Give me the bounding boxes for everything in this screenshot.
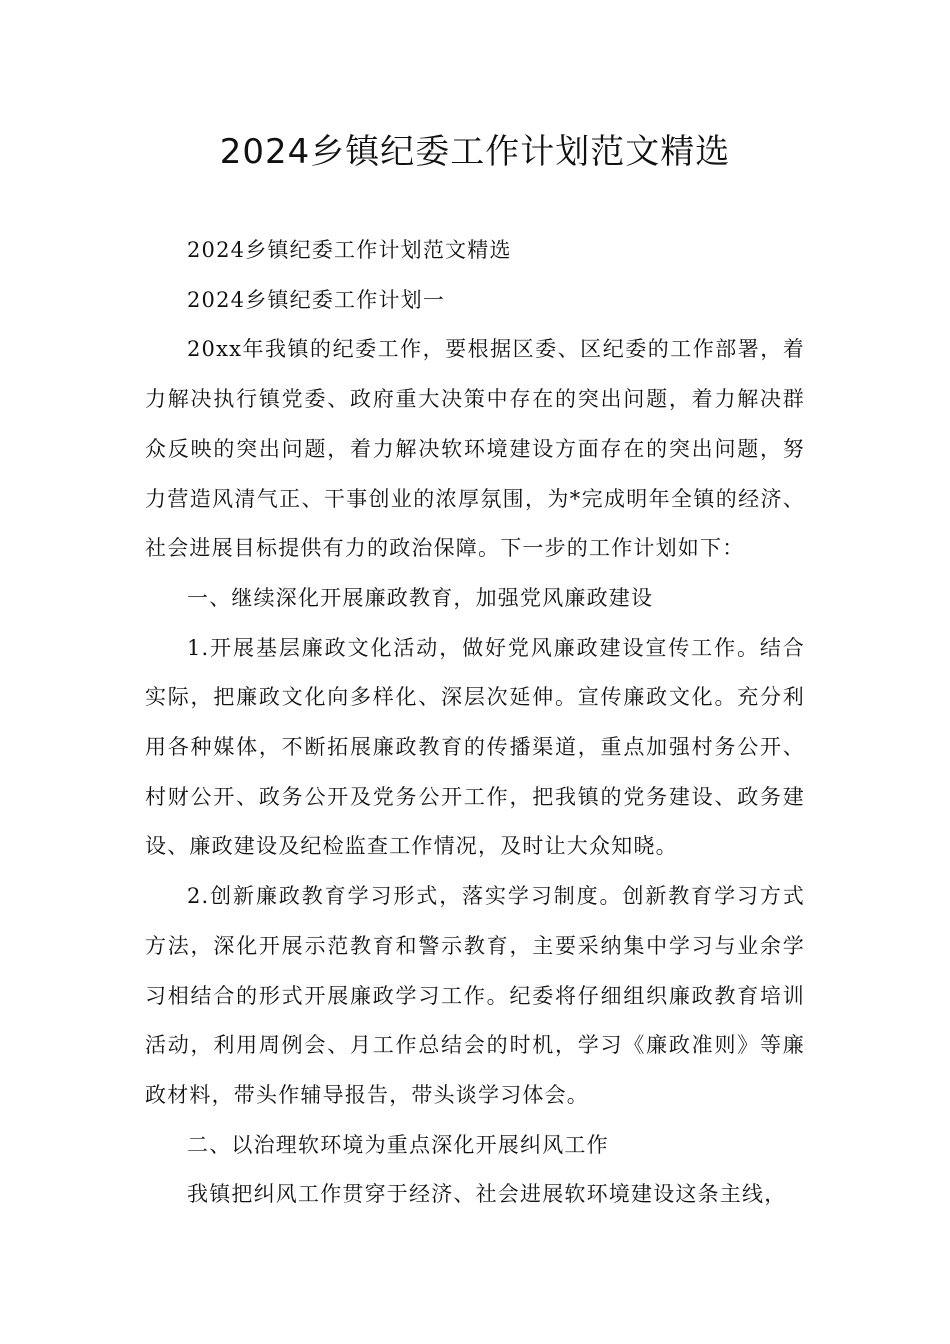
section-heading-1: 一、继续深化开展廉政教育，加强党风廉政建设: [187, 585, 654, 610]
document-title: 2024乡镇纪委工作计划范文精选: [219, 132, 731, 172]
paragraph-item-2: 2.创新廉政教育学习形式，落实学习制度。创新教育学习方式方法，深化开展示范教育和警示教育，主要采纳集中学习与业余学习相结合的形式开展廉政学习工作。纪委将仔细组织廉政教育培训活动，利用周例会、月工作总结会的时机，学习《廉政准则》等廉政材料，带头作辅导报告，带头谈学习体会。: [145, 884, 805, 1107]
paragraph-plan-heading: 2024乡镇纪委工作计划一: [187, 287, 446, 312]
section-heading-2: 二、以治理软环境为重点深化开展纠风工作: [187, 1132, 609, 1157]
paragraph-intro: 20xx年我镇的纪委工作，要根据区委、区纪委的工作部署，着力解决执行镇党委、政府重大决策中存在的突出问题，着力解决群众反映的突出问题，着力解决软环境建设方面存在的突出问题，努力营造风清气正、干事创业的浓厚氛围，为*完成明年全镇的经济、社会进展目标提供有力的政治保障。下一步的工作计划如下：: [145, 337, 805, 561]
paragraph-item-1: 1.开展基层廉政文化活动，做好党风廉政建设宣传工作。结合实际，把廉政文化向多样化、深层次延伸。宣传廉政文化。充分利用各种媒体，不断拓展廉政教育的传播渠道，重点加强村务公开、村财公开、政务公开及党务公开工作，把我镇的党务建设、政务建设、廉政建设及纪检监查工作情况，及时让大众知晓。: [145, 635, 805, 859]
document-body: [145, 226, 805, 1220]
paragraph-section-2: 我镇把纠风工作贯穿于经济、社会进展软环境建设这条主线，: [187, 1182, 787, 1207]
paragraph-subtitle: 2024乡镇纪委工作计划范文精选: [187, 238, 512, 262]
